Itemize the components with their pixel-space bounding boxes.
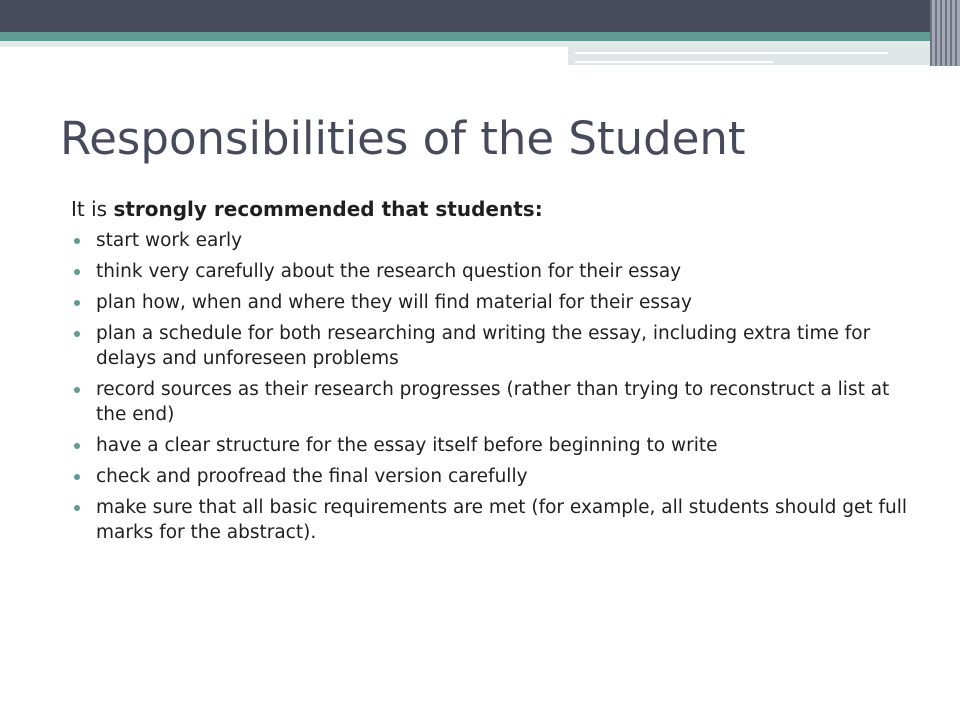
intro-text xyxy=(71,196,911,222)
bullet-text: plan how, when and where they will find material for their essay xyxy=(96,292,692,313)
intro-emphasis: strongly recommended that students: xyxy=(113,197,543,221)
list-item xyxy=(71,464,911,489)
bullet-icon xyxy=(74,443,80,449)
bullet-icon xyxy=(74,331,80,337)
list-item xyxy=(71,259,911,284)
header-accent-stripe xyxy=(0,32,960,41)
bullet-text: check and proofread the final version carefully xyxy=(96,466,528,487)
bullet-icon xyxy=(74,300,80,306)
intro-prefix: It is xyxy=(71,197,114,221)
bullet-icon xyxy=(74,238,80,244)
list-item xyxy=(71,228,911,253)
slide-title: Responsibilities of the Student xyxy=(60,112,746,165)
slide-body xyxy=(71,196,911,551)
bullet-icon xyxy=(74,474,80,480)
bullet-icon xyxy=(74,387,80,393)
list-item xyxy=(71,290,911,315)
bullet-text: have a clear structure for the essay itself before beginning to write xyxy=(96,435,718,456)
list-item xyxy=(71,495,911,545)
header-corner-stripes xyxy=(930,0,960,66)
bullet-icon xyxy=(74,269,80,275)
list-item xyxy=(71,433,911,458)
bullet-text: start work early xyxy=(96,230,243,251)
header-line xyxy=(575,52,888,54)
header-band xyxy=(0,0,960,32)
bullet-text: plan a schedule for both researching and writing the essay, including extra time for delays and unforeseen problems xyxy=(96,323,871,369)
bullet-text: record sources as their research progresses (rather than trying to reconstruct a list at the end) xyxy=(96,379,890,425)
bullet-icon xyxy=(74,505,80,511)
list-item xyxy=(71,321,911,371)
bullet-text: make sure that all basic requirements are met (for example, all students should get full marks for the abstract). xyxy=(96,497,907,543)
bullet-list xyxy=(71,228,911,545)
header-line xyxy=(575,61,773,63)
bullet-text: think very carefully about the research question for their essay xyxy=(96,261,682,282)
list-item xyxy=(71,377,911,427)
